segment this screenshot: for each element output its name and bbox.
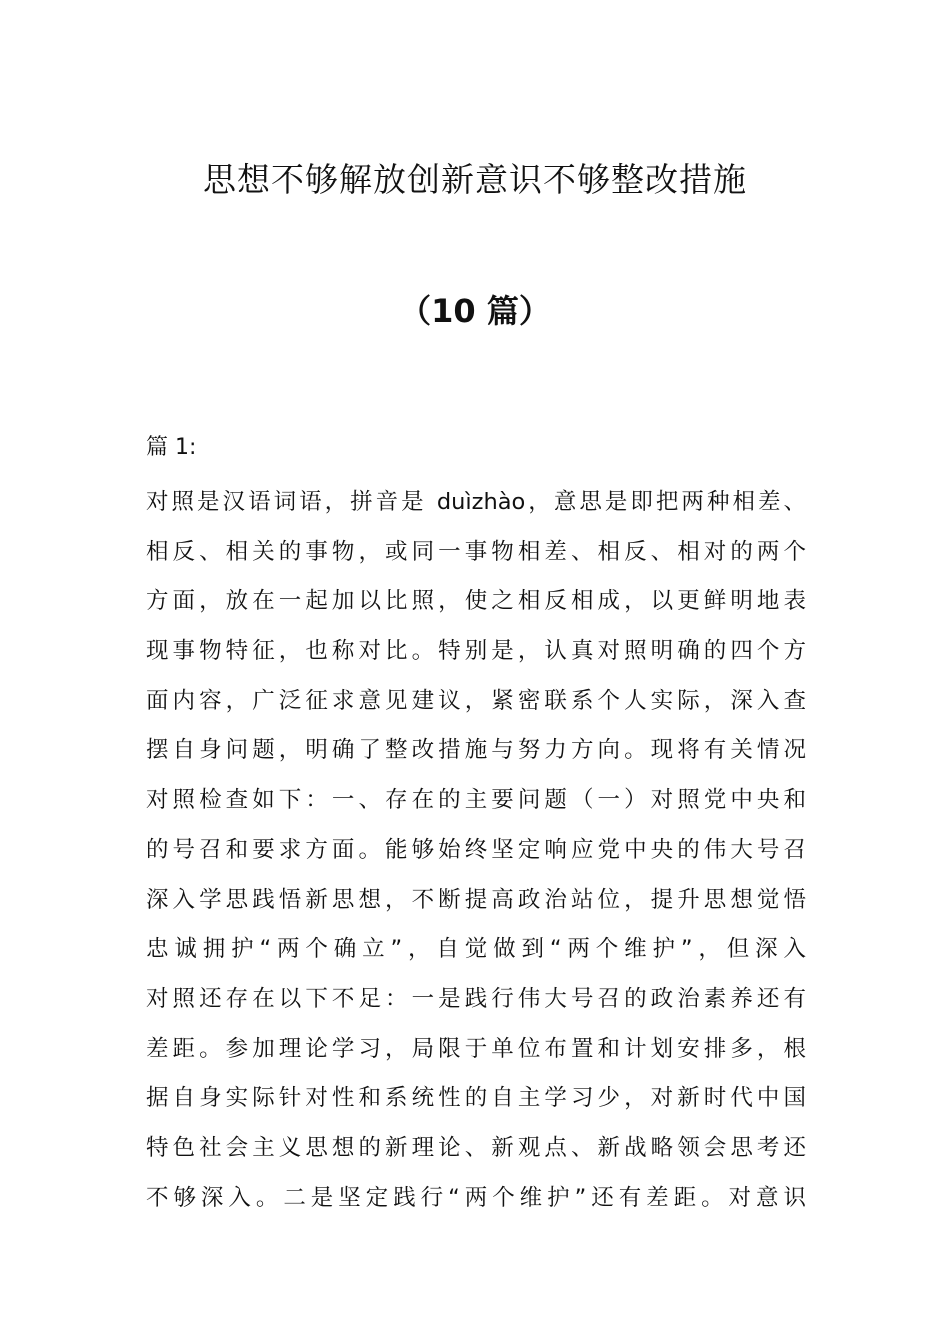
- text-line: 对照检查如下：一、存在的主要问题（一）对照党中央和: [146, 787, 806, 814]
- text-line: 据自身实际针对性和系统性的自主学习少，对新时代中国: [146, 1085, 806, 1112]
- text-line: 深入学思践悟新思想，不断提高政治站位，提升思想觉悟: [146, 886, 806, 913]
- document-title: 思想不够解放创新意识不够整改措施: [203, 160, 747, 199]
- text-line: 对照还存在以下不足：一是践行伟大号召的政治素养还有: [146, 985, 806, 1012]
- text-line: 方面，放在一起加以比照，使之相反相成，以更鲜明地表: [146, 588, 806, 615]
- text-line: 摆自身问题，明确了整改措施与努力方向。现将有关情况: [146, 737, 806, 764]
- document-subtitle: （10 篇）: [399, 292, 551, 330]
- text-line: 不够深入。二是坚定践行“两个维护”还有差距。对意识: [146, 1184, 806, 1211]
- text-line: 特色社会主义思想的新理论、新观点、新战略领会思考还: [146, 1134, 806, 1161]
- text-line: 现事物特征，也称对比。特别是，认真对照明确的四个方: [146, 638, 806, 665]
- body-paragraph: [146, 478, 806, 1223]
- text-line: 忠诚拥护“两个确立”，自觉做到“两个维护”，但深入: [146, 936, 806, 963]
- section-label: 篇 1:: [146, 435, 197, 460]
- text-line: 对照是汉语词语，拼音是 duìzhào，意思是即把两种相差、: [146, 489, 806, 515]
- text-line: 的号召和要求方面。能够始终坚定响应党中央的伟大号召: [146, 836, 806, 863]
- text-line: 差距。参加理论学习，局限于单位布置和计划安排多，根: [146, 1035, 806, 1062]
- text-line: 面内容，广泛征求意见建议，紧密联系个人实际，深入查: [146, 687, 806, 714]
- text-line: 相反、相关的事物，或同一事物相差、相反、相对的两个: [146, 538, 806, 565]
